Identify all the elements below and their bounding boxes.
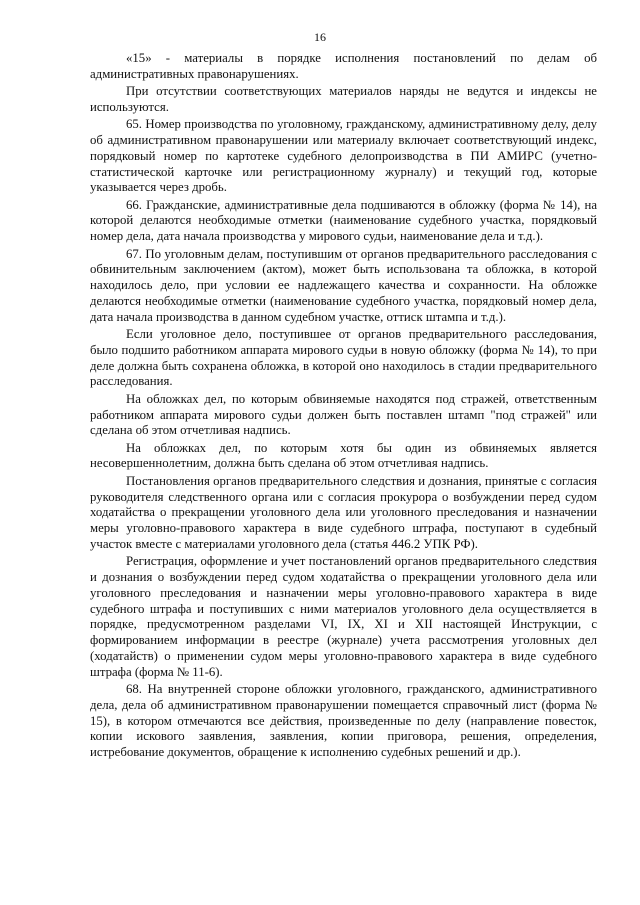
document-body (90, 51, 597, 763)
paragraph-item-65: 65. Номер производства по уголовному, гражданскому, административному делу, делу об административном правонарушении или материалу включает соответствующий индекс, порядковый номер по картотеке судебного делопроизводства в ПИ АМИРС (учетно-статистической карточке или регистрационному журналу) и текущий год, которые указывается через дробь. (90, 117, 597, 195)
paragraph-item-68: 68. На внутренней стороне обложки уголовного, гражданского, административного дела, дела об административном правонарушении помещается справочный лист (форма № 15), в котором отмечаются все действия, произведенные по делу (направление повесток, копии искового заявления, заявления, копии приговора, решения, определения, истребование документов, обращение к исполнению судебных решений и др.). (90, 682, 597, 760)
paragraph-minors: На обложках дел, по которым хотя бы один из обвиняемых является несовершеннолетним, должна быть сделана об этом отчетливая надпись. (90, 440, 597, 471)
paragraph-no-materials: При отсутствии соответствующих материалов наряды не ведутся и индексы не используются. (90, 84, 597, 114)
paragraph-item-67: 67. По уголовным делам, поступившим от органов предварительного расследования с обвинительным заключением (актом), может быть использована та обложка, в которой находилось дело, при условии ее надлежащего качества и сохранности. На обложке делаются необходимые отметки (наименование судебного участка, порядковый номер дела, дата начала производства в данном судебном участке, оттиск штампа и т.д.). (90, 246, 597, 324)
paragraph-item-66: 66. Гражданские, административные дела подшиваются в обложку (форма № 14), на которой делаются необходимые отметки (наименование судебного участка, порядковый номер дела, дата начала производства у мирового судьи, наименование дела и т.д.). (90, 197, 597, 244)
paragraph-court-fine-resolutions: Постановления органов предварительного следствия и дознания, принятые с согласия руководителя следственного органа или с согласия прокурора о возбуждении перед судом ходатайства о прекращении уголовного дела или уголовного преследования и назначении меры уголовно-правового характера в виде судебного штрафа, поступают в судебный участок вместе с материалами уголовного дела (статья 446.2 УПК РФ). (90, 473, 597, 551)
page-number: 16 (314, 30, 326, 44)
paragraph-under-custody: На обложках дел, по которым обвиняемые находятся под стражей, ответственным работником аппарата мирового судьи должен быть поставлен штамп "под стражей" или сделана об этом отчетливая надпись. (90, 391, 597, 438)
paragraph-new-cover: Если уголовное дело, поступившее от органов предварительного расследования, было подшито работником аппарата мирового судьи в новую обложку (форма № 14), то при деле должна быть сохранена обложка, в которой оно находилось в стадии предварительного расследования. (90, 327, 597, 389)
paragraph-registration: Регистрация, оформление и учет постановлений органов предварительного следствия и дознания о возбуждении перед судом ходатайства о прекращении уголовного дела или уголовного преследования и назначении меры уголовно-правового характера в виде судебного штрафа и поступивших с ними материалов уголовного дела осуществляется в порядке, предусмотренном разделами VI, IX, XI и XII настоящей Инструкции, с формированием информации в реестре (журнале) учета рассмотрения уголовных дел (ходатайств) о применении судом меры уголовно-правового характера в виде судебного штрафа (форма № 11-6). (90, 554, 597, 679)
paragraph-materials-15: «15» - материалы в порядке исполнения постановлений по делам об административных правонарушениях. (90, 51, 597, 81)
